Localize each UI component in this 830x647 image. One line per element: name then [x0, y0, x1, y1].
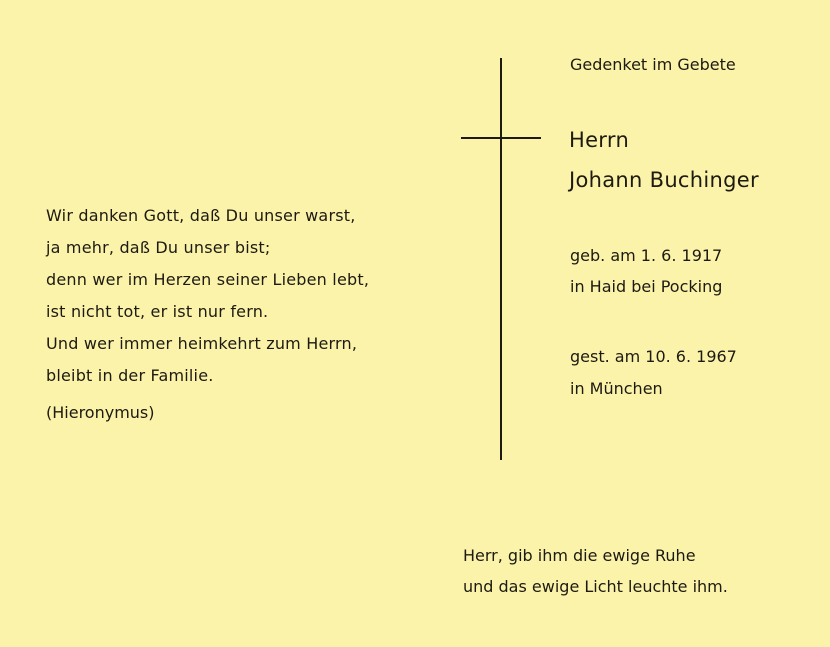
closing-line: und das ewige Licht leuchte ihm. [463, 577, 728, 596]
poem-attribution: (Hieronymus) [46, 403, 155, 422]
closing-line: Herr, gib ihm die ewige Ruhe [463, 546, 696, 565]
poem-line: Und wer immer heimkehrt zum Herrn, [46, 334, 358, 353]
cross-icon-horizontal-bar [461, 137, 541, 139]
poem-line: ja mehr, daß Du unser bist; [46, 238, 271, 257]
birth-date: geb. am 1. 6. 1917 [570, 246, 723, 265]
cross-icon-vertical-bar [500, 58, 502, 460]
poem-line: bleibt in der Familie. [46, 366, 214, 385]
death-place: in München [570, 379, 663, 398]
closing-prayer [463, 540, 728, 602]
deceased-name: Johann Buchinger [569, 168, 759, 192]
poem-block [46, 200, 406, 392]
death-date: gest. am 10. 6. 1967 [570, 347, 737, 366]
birth-place: in Haid bei Pocking [570, 277, 723, 296]
memorial-header: Gedenket im Gebete [570, 55, 736, 74]
poem-line: ist nicht tot, er ist nur fern. [46, 302, 269, 321]
poem-line: Wir danken Gott, daß Du unser warst, [46, 206, 356, 225]
salutation: Herrn [569, 128, 630, 152]
poem-line: denn wer im Herzen seiner Lieben lebt, [46, 270, 370, 289]
